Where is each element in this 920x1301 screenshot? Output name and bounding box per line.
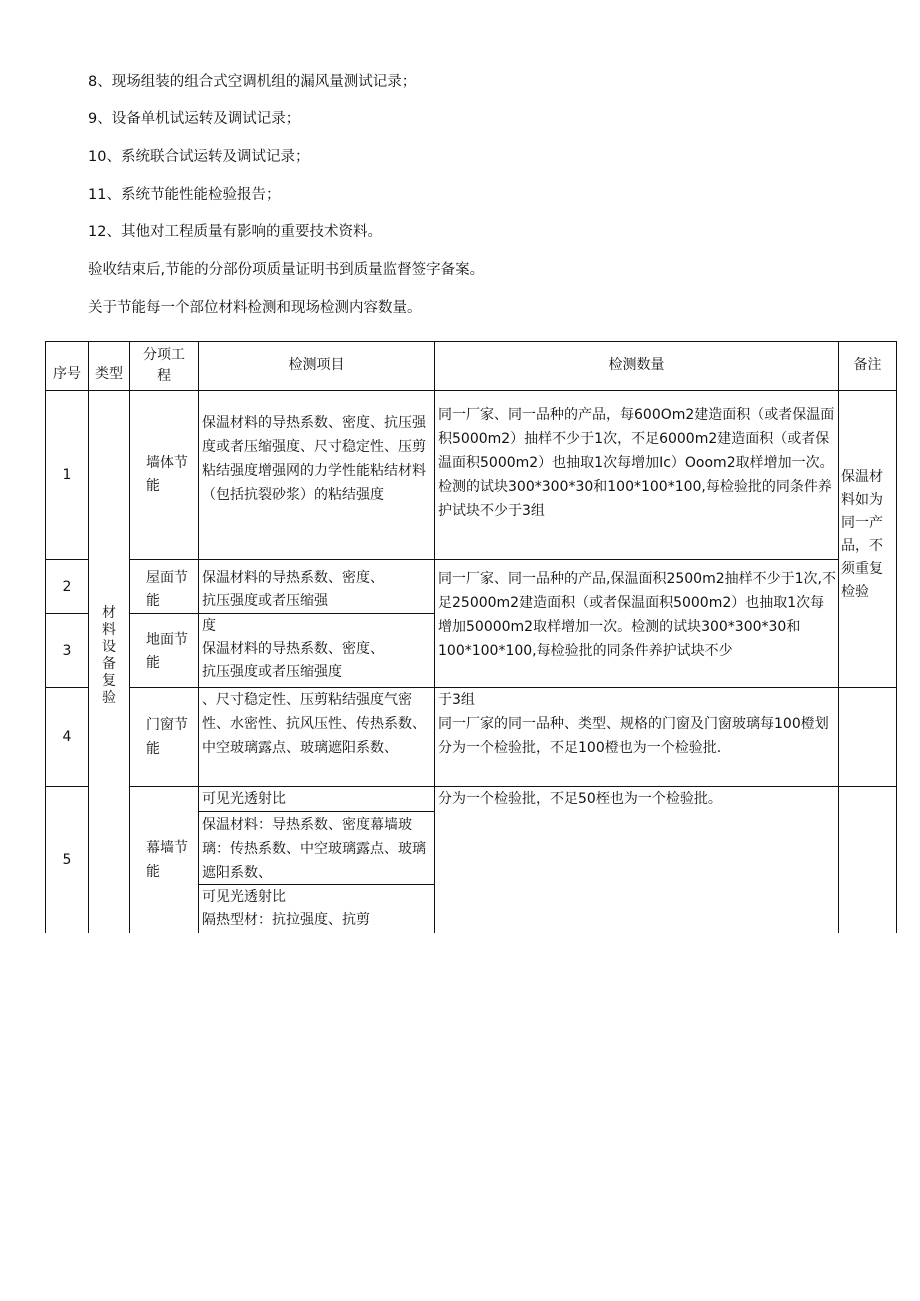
row-3-test-item: 度 保温材料的导热系数、密度、 抗压强度或者压缩强度 <box>202 618 384 680</box>
row-2-test-item: 保温材料的导热系数、密度、 抗压强度或者压缩强 <box>202 570 384 609</box>
paragraph-acceptance: 验收结束后,节能的分部份项质量证明书到质量监督签字备案。 <box>88 262 485 278</box>
row-2-seq: 2 <box>62 578 72 595</box>
header-sub-project: 分项工 程 <box>143 347 185 384</box>
subitem-line <box>198 811 435 812</box>
row-5-test-item-1: 可见光透射比 <box>202 791 286 807</box>
header-remark: 备注 <box>853 357 882 373</box>
row-4-test-quantity: 于3组 同一厂家的同一品种、类型、规格的门窗及门窗玻璃每100橙划分为一个检验批，不足100橙也为一个检验批. <box>438 692 829 756</box>
row-line <box>129 786 897 787</box>
remark-merged: 保温材 料如为 同一产 品，不 须重复 检验 <box>841 469 883 600</box>
row-3-seq: 3 <box>62 642 72 659</box>
row-1-test-quantity: 同一厂家、同一品种的产品，每600Om2建造面积（或者保温面积5000m2）抽样不少于1次，不足6000m2建造面积（或者保温面积5000m2）也抽取1次每增加Ic）Ooom2取样增加一次。检测的试块300*300*30和100*100*100,每检验批的同条件养护试块不少于3组 <box>438 407 835 519</box>
paragraph-item-12: 12、其他对工程质量有影响的重要技术资料。 <box>88 224 382 240</box>
table-border-top <box>45 341 897 342</box>
row-4-seq: 4 <box>62 729 72 745</box>
row-4-sub-project: 门窗节 能 <box>146 717 188 757</box>
paragraph-item-8: 8、现场组装的组合式空调机组的漏风量测试记录； <box>88 74 417 90</box>
rows-2-3-test-quantity: 同一厂家、同一品种的产品,保温面积2500m2抽样不少于1次,不足25000m2建造面积（或者保温面积5000m2）也抽取1次每增加50000m2取样增加一次。检测的试块300*300*30和100*100*100,每检验批的同条件养护试块不少 <box>438 571 836 659</box>
row-line <box>129 613 435 614</box>
row-1-test-item: 保温材料的导热系数、密度、抗压强度或者压缩强度、尺寸稳定性、压剪粘结强度增强网的力学性能粘结材料（包括抗裂砂浆）的粘结强度 <box>202 415 426 503</box>
row-1-seq: 1 <box>62 467 72 483</box>
type-material-recheck: 材 料 设 备 复 验 <box>102 605 116 706</box>
paragraph-table-intro: 关于节能每一个部位材料检测和现场检测内容数量。 <box>88 300 422 316</box>
row-line <box>129 559 839 560</box>
row-5-test-quantity: 分为一个检验批，不足50桎也为一个检验批。 <box>438 791 722 807</box>
header-test-quantity: 检测数量 <box>608 357 665 373</box>
row-5-test-item-2: 保温材料：导热系数、密度幕墙玻璃：传热系数、中空玻璃露点、玻璃遮阳系数、 <box>202 817 426 881</box>
row-5-test-item-3: 可见光透射比 隔热型材：抗拉强度、抗剪 <box>202 889 370 928</box>
header-test-item: 检测项目 <box>288 357 345 373</box>
paragraph-item-9: 9、设备单机试运转及调试记录； <box>88 111 301 127</box>
row-5-sub-project: 幕墙节 能 <box>146 840 188 880</box>
header-type: 类型 <box>95 366 123 382</box>
paragraph-item-11: 11、系统节能性能检验报告； <box>88 187 281 203</box>
inspection-table <box>45 341 897 933</box>
row-1-sub-project: 墙体节 能 <box>146 455 188 494</box>
row-4-test-item: 、尺寸稳定性、压剪粘结强度气密性、水密性、抗风压性、传热系数、中空玻璃露点、玻璃遮阳系数、 <box>202 692 426 756</box>
table-column-line <box>838 341 839 933</box>
table-column-line <box>434 341 435 933</box>
row-3-sub-project: 地面节 能 <box>146 632 188 671</box>
row-2-sub-project: 屋面节 能 <box>146 570 188 609</box>
table-border-right <box>896 341 897 933</box>
paragraph-item-10: 10、系统联合试运转及调试记录； <box>88 149 310 165</box>
table-column-line <box>198 341 199 933</box>
header-seq: 序号 <box>53 366 81 382</box>
row-5-seq: 5 <box>62 852 72 868</box>
